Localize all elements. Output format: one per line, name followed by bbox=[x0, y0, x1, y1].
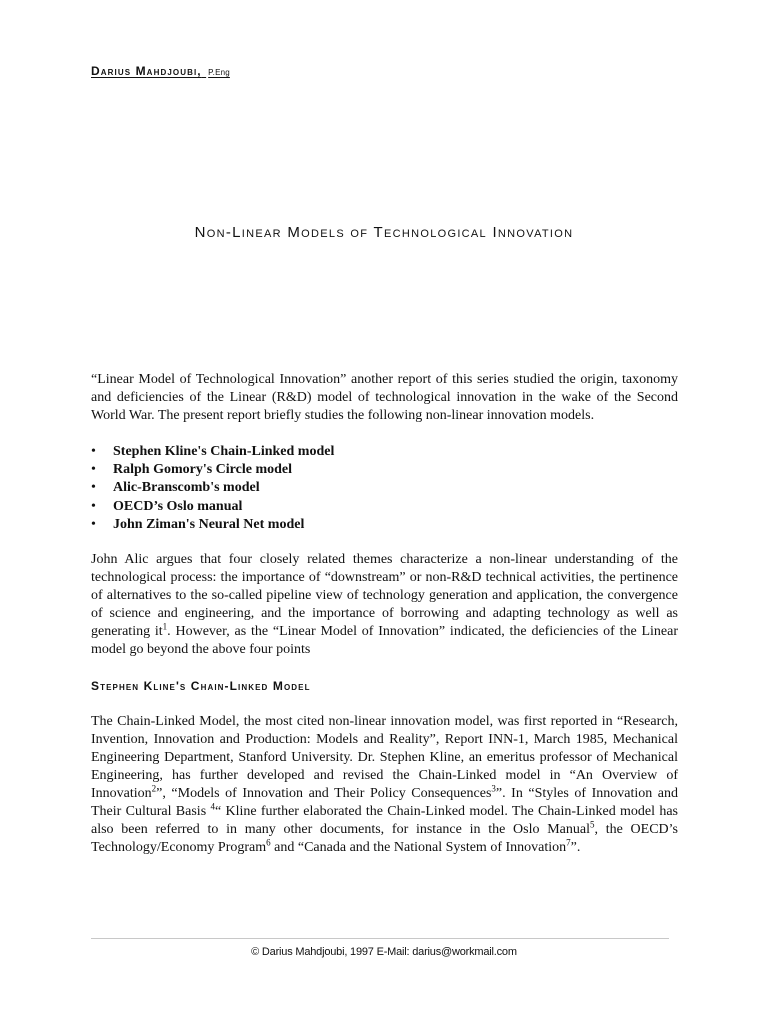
page-footer: © Darius Mahdjoubi, 1997 E-Mail: darius@workmail.com bbox=[251, 946, 517, 958]
paragraph-text: and “Canada and the National System of Innovation bbox=[270, 840, 567, 855]
bullet-icon: • bbox=[91, 516, 96, 532]
list-item-text: Stephen Kline's Chain-Linked model bbox=[113, 444, 335, 459]
list-item bbox=[91, 479, 334, 497]
footnote-marker-7[interactable]: 7 bbox=[566, 837, 571, 848]
author-credential: P.Eng bbox=[208, 68, 230, 77]
list-item bbox=[91, 461, 334, 479]
list-item-text: Alic-Branscomb's model bbox=[113, 480, 260, 496]
bullet-icon: • bbox=[91, 480, 96, 496]
bullet-icon: • bbox=[91, 444, 96, 459]
list-item-text: John Ziman's Neural Net model bbox=[113, 516, 305, 532]
bullet-icon: • bbox=[91, 462, 96, 478]
paragraph-text: ”. bbox=[570, 840, 581, 855]
paragraph-text: ”. In “Styles of Innovation and Their Cultural Basis bbox=[91, 786, 678, 819]
footnote-marker-5[interactable]: 5 bbox=[589, 819, 595, 830]
list-item bbox=[91, 443, 334, 461]
chain-linked-paragraph bbox=[91, 713, 678, 857]
document-title: Non-Linear Models of Technological Innovation bbox=[194, 224, 574, 241]
alic-paragraph bbox=[91, 551, 678, 659]
footer-divider bbox=[91, 938, 669, 939]
footnote-marker-6[interactable]: 6 bbox=[266, 837, 271, 848]
author-byline bbox=[91, 64, 230, 78]
footnote-marker-4[interactable]: 4 bbox=[210, 801, 215, 812]
paragraph-text: “ Kline further elaborated the Chain-Linked model. The Chain-Linked model has also been referred to in many other documents, for instance in the Oslo Manual bbox=[91, 804, 678, 837]
footnote-marker-1[interactable]: 1 bbox=[162, 621, 168, 632]
footnote-marker-2[interactable]: 2 bbox=[151, 783, 157, 794]
paragraph-text: . However, as the “Linear Model of Innovation” indicated, the deficiencies of the Linear model go beyond the above four points bbox=[91, 624, 678, 657]
list-item-text: Ralph Gomory's Circle model bbox=[113, 462, 293, 478]
paragraph-text: The Chain-Linked Model, the most cited non-linear innovation model, was first reported in “Research, Invention, Innovation and Production: Models and Reality”, Report INN-1, March 1985, Mechanical Engineering Department, Stanford University. Dr. Stephen Kline, an emeritus professor of Mechanical Engineering, has further developed and revised the Chain-Linked model in “An Overview of Innovation bbox=[91, 714, 678, 801]
list-item bbox=[91, 516, 334, 534]
paragraph-text: John Alic argues that four closely related themes characterize a non-linear understanding of the technological process: the importance of “downstream” or non-R&D technical activities, the pertinence of alternatives to the so-called pipeline view of technology generation and application, the convergence of science and engineering, and the importance of borrowing and adapting technology as well as generating it bbox=[91, 552, 678, 639]
list-item bbox=[91, 498, 334, 516]
paragraph-text: ”, “Models of Innovation and Their Policy Consequences bbox=[156, 786, 492, 801]
author-name: Darius Mahdjoubi, bbox=[91, 64, 202, 78]
paragraph-text: , the OECD’s Technology/Economy Program bbox=[91, 822, 678, 855]
models-list bbox=[91, 443, 334, 534]
intro-paragraph: “Linear Model of Technological Innovation” another report of this series studied the origin, taxonomy and deficiencies of the Linear (R&D) model of technological innovation in the wake of the Second World War. The present report briefly studies the following non-linear innovation models. bbox=[91, 372, 678, 423]
section-heading: Stephen Kline's Chain-Linked Model bbox=[91, 679, 311, 693]
bullet-icon: • bbox=[91, 498, 96, 514]
list-item-text: OECD’s Oslo manual bbox=[113, 498, 243, 514]
footnote-marker-3[interactable]: 3 bbox=[491, 783, 496, 794]
